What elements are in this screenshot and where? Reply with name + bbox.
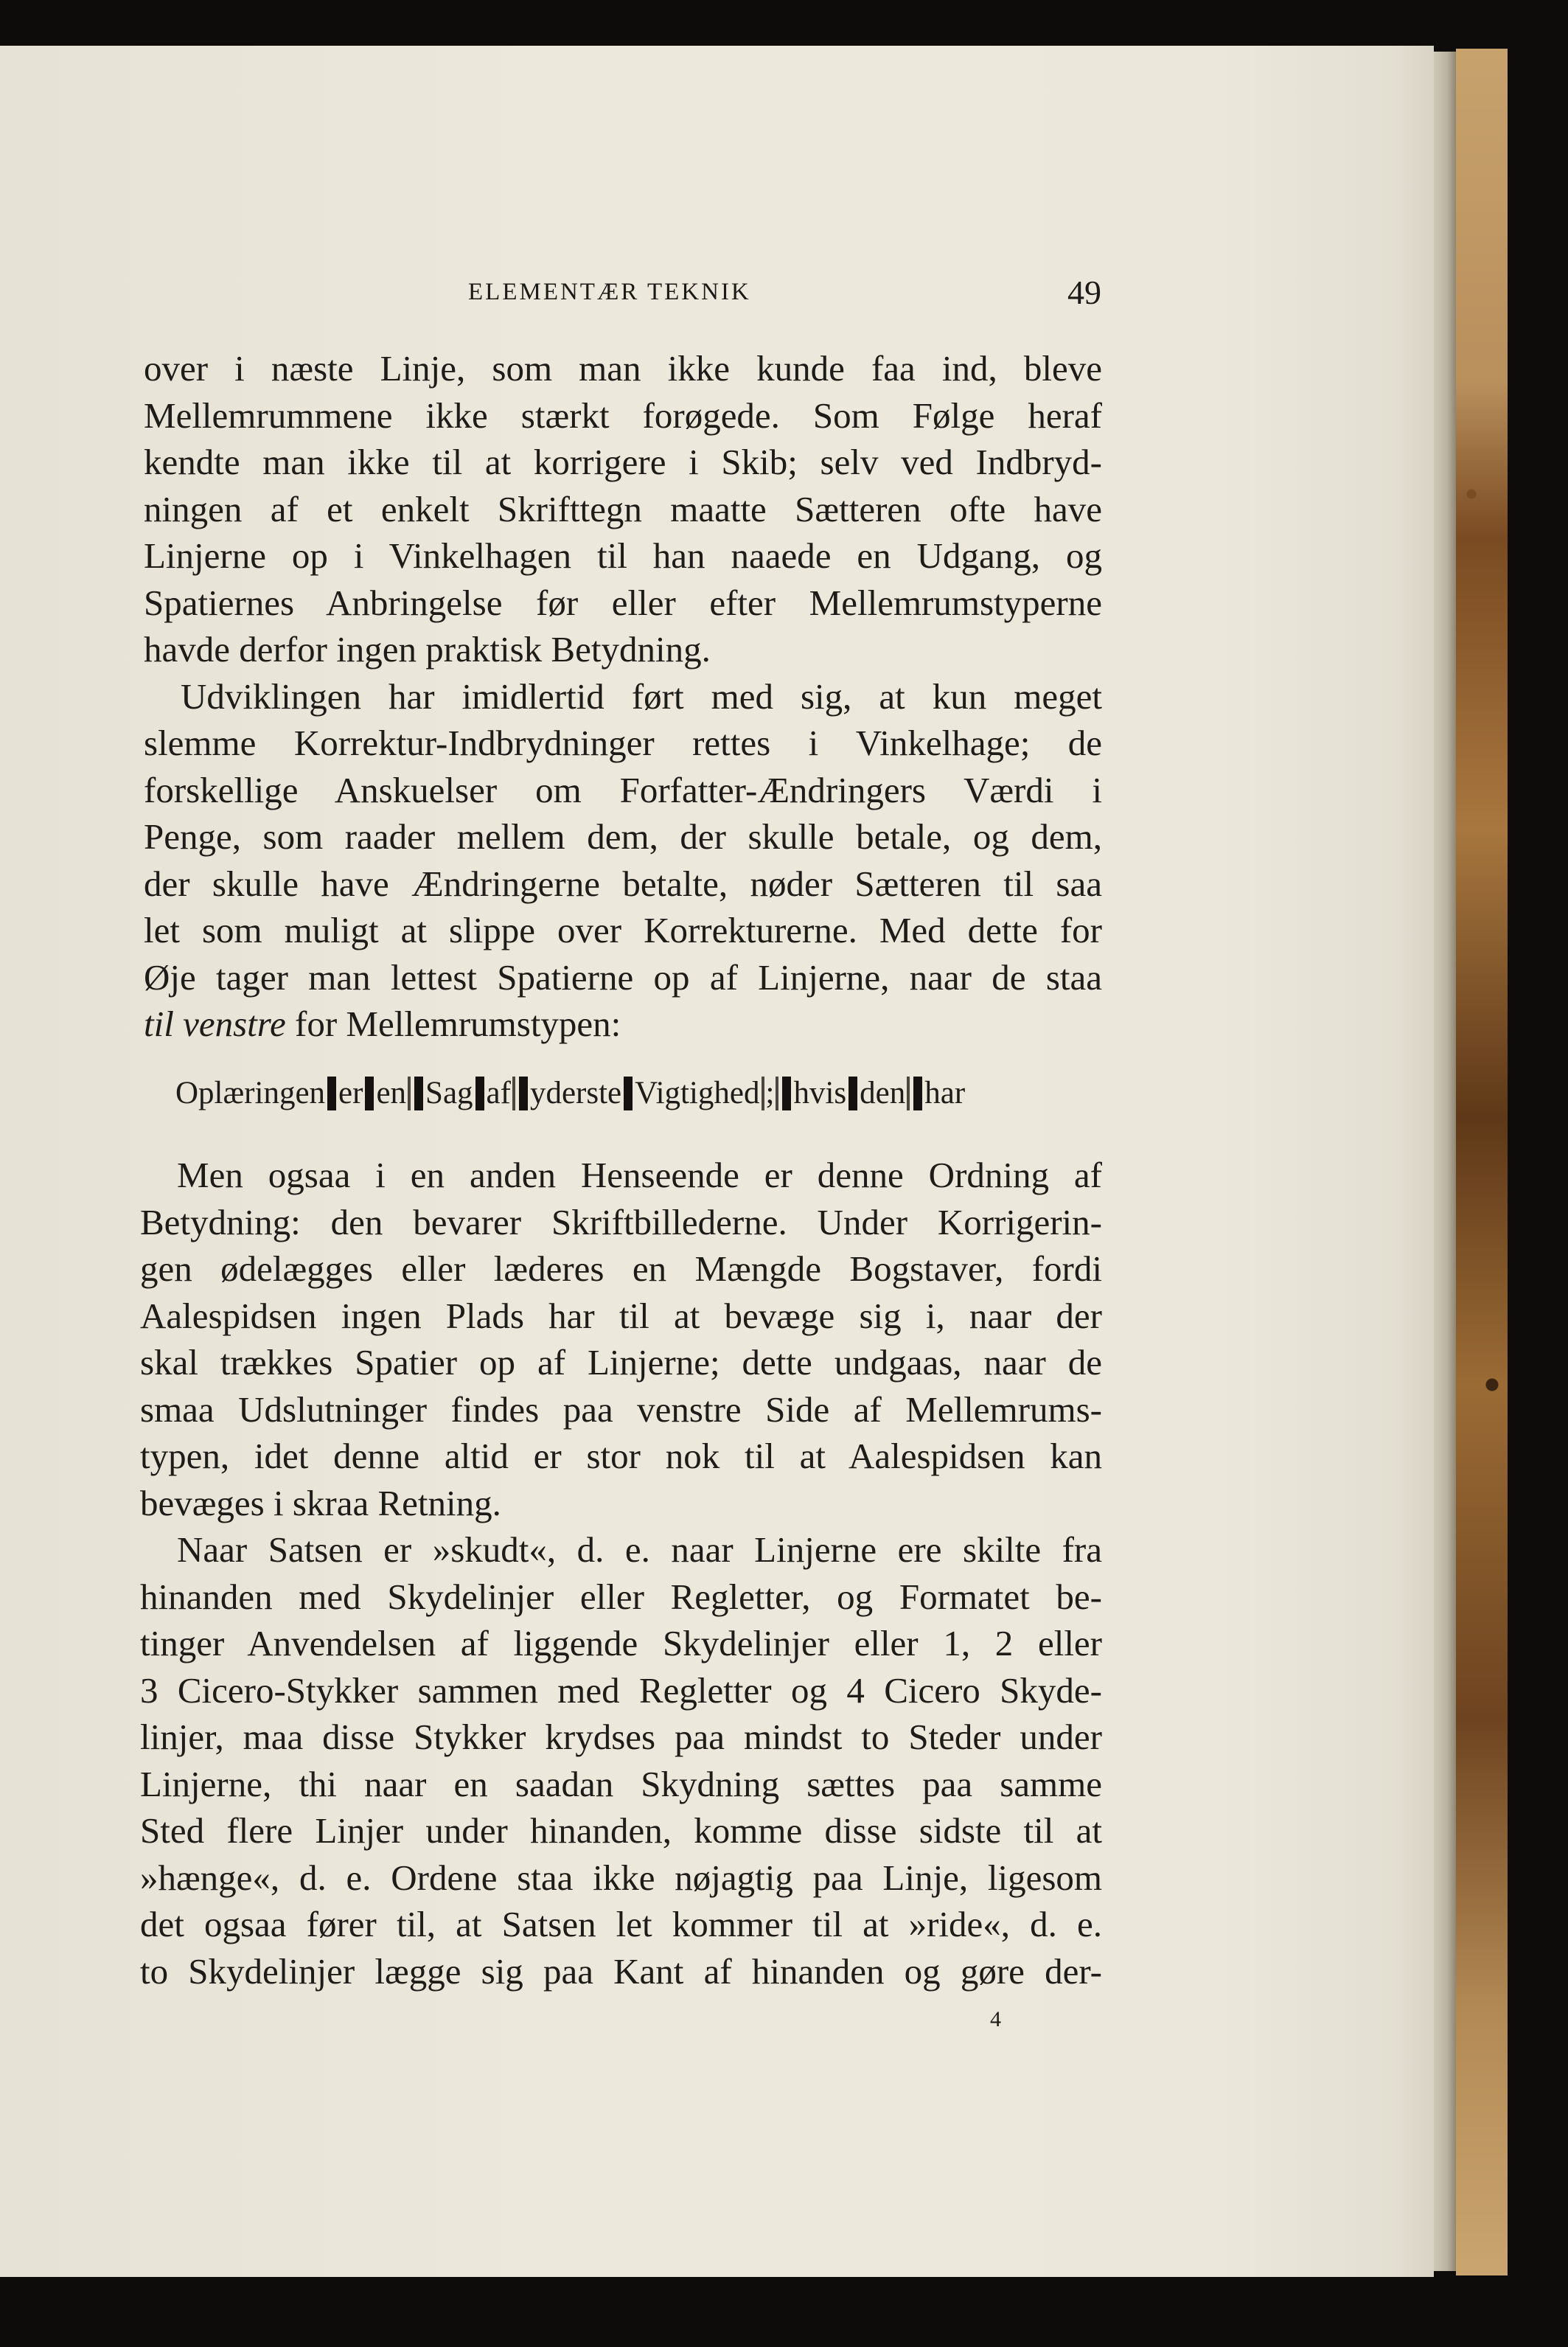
- text-line: to Skydelinjer lægge sig paa Kant af hinanden og gøre der-: [140, 1950, 1102, 1992]
- paragraph: [140, 1152, 1102, 1526]
- text-line: kendte man ikke til at korrigere i Skib; selv ved Indbryd-: [144, 442, 1102, 482]
- text-line: forskellige Anskuelser om Forfatter-Ændringers Værdi i: [144, 769, 1102, 810]
- page-header: [147, 274, 1106, 323]
- text-line: slemme Korrektur-Indbrydninger rettes i Vinkelhage; de: [144, 723, 1102, 763]
- book-cover-edge: [1456, 49, 1508, 2275]
- example-word: Vigtighed: [635, 1076, 760, 1110]
- spacing-thin: [512, 1077, 515, 1110]
- text-line: smaa Udslutninger findes paa venstre Side af Mellemrums-: [140, 1388, 1102, 1430]
- text-line: Naar Satsen er »skudt«, d. e. naar Linjerne ere skilte fra: [177, 1529, 1102, 1570]
- text-line: 3 Cicero-Stykker sammen med Regletter og 4 Cicero Skyde-: [140, 1669, 1102, 1711]
- text-line: Linjerne op i Vinkelhagen til han naaede en Udgang, og: [144, 535, 1102, 576]
- example-word: har: [924, 1076, 966, 1110]
- paragraph: [144, 345, 1102, 673]
- running-title: ELEMENTÆR TEKNIK: [468, 279, 751, 305]
- text-block-top: [144, 345, 1102, 1048]
- text-line: typen, idet denne altid er stor nok til at Aalespidsen kan: [140, 1436, 1102, 1476]
- page-edge: [1434, 52, 1456, 2271]
- example-word: Oplæringen: [175, 1076, 326, 1110]
- spacing-thin: [762, 1077, 764, 1110]
- spacing-block: [414, 1077, 423, 1110]
- text-line: Linjerne, thi naar en saadan Skydning sættes paa samme: [140, 1763, 1102, 1804]
- text-block-bottom: [140, 1152, 1102, 1995]
- text-fragment: for Mellemrumstypen:: [285, 1004, 621, 1044]
- text-line: havde derfor ingen praktisk Betydning.: [144, 629, 711, 670]
- example-word: er: [338, 1076, 363, 1110]
- text-line: Mellemrummene ikke stærkt forøgede. Som Følge heraf: [144, 394, 1102, 436]
- text-line: tinger Anvendelsen af liggende Skydelinjer eller 1, 2 eller: [140, 1623, 1102, 1663]
- spacing-example: [175, 1075, 965, 1111]
- text-line: Spatiernes Anbringelse før eller efter Mellemrumstyperne: [144, 582, 1102, 623]
- spacing-thin: [907, 1077, 910, 1110]
- text-line: det ogsaa fører til, at Satsen let kommer til at »ride«, d. e.: [140, 1904, 1102, 1944]
- text-line: »hænge«, d. e. Ordene staa ikke nøjagtig paa Linje, ligesom: [140, 1857, 1102, 1898]
- spacing-block: [782, 1077, 791, 1110]
- italic-phrase: til venstre: [144, 1004, 286, 1044]
- text-line: [144, 1001, 1102, 1048]
- page-number: 49: [1067, 274, 1101, 311]
- text-line: Aalespidsen ingen Plads har til at bevæge sig i, naar der: [140, 1295, 1102, 1336]
- text-line: over i næste Linje, som man ikke kunde faa ind, bleve: [144, 348, 1102, 389]
- text-line: let som muligt at slippe over Korrekturerne. Med dette for: [144, 910, 1102, 950]
- text-line: bevæges i skraa Retning.: [140, 1482, 501, 1523]
- example-word: hvis: [793, 1076, 847, 1110]
- text-line: linjer, maa disse Stykker krydses paa mindst to Steder under: [140, 1717, 1102, 1757]
- text-line: Men ogsaa i en anden Henseende er denne Ordning af: [177, 1155, 1102, 1195]
- spacing-block: [519, 1077, 528, 1110]
- spacing-block: [365, 1077, 374, 1110]
- spacing-block: [913, 1077, 922, 1110]
- example-word: Sag: [425, 1076, 473, 1110]
- text-line: der skulle have Ændringerne betalte, nøder Sætteren til saa: [144, 863, 1102, 904]
- spacing-thin: [776, 1077, 778, 1110]
- spacing-block: [849, 1077, 857, 1110]
- spacing-block: [327, 1077, 336, 1110]
- spacing-block: [475, 1077, 484, 1110]
- paragraph: [140, 1526, 1102, 1995]
- example-word: ;: [765, 1076, 775, 1110]
- text-line: Øje tager man lettest Spatierne op af Linjerne, naar de staa: [144, 956, 1102, 998]
- spacing-thin: [408, 1077, 411, 1110]
- example-word: den: [860, 1076, 906, 1110]
- example-word: af: [486, 1076, 511, 1110]
- spacing-block: [624, 1077, 633, 1110]
- text-line: Udviklingen har imidlertid ført med sig, at kun meget: [181, 675, 1102, 717]
- text-line: skal trækkes Spatier op af Linjerne; dette undgaas, naar de: [140, 1342, 1102, 1383]
- text-line: ningen af et enkelt Skrifttegn maatte Sætteren ofte have: [144, 488, 1102, 529]
- example-word: yderste: [529, 1076, 622, 1110]
- text-line: Penge, som raader mellem dem, der skulle betale, og dem,: [144, 816, 1102, 857]
- example-word: en: [376, 1076, 407, 1110]
- text-line: Sted flere Linjer under hinanden, komme disse sidste til at: [140, 1810, 1102, 1851]
- paragraph: [144, 673, 1102, 1048]
- text-line: hinanden med Skydelinjer eller Regletter, og Formatet be-: [140, 1576, 1102, 1617]
- text-line: Betydning: den bevarer Skriftbillederne. Under Korrigerin-: [140, 1201, 1102, 1242]
- signature-mark: 4: [990, 2007, 1001, 2031]
- text-line: gen ødelægges eller læderes en Mængde Bogstaver, fordi: [140, 1248, 1102, 1289]
